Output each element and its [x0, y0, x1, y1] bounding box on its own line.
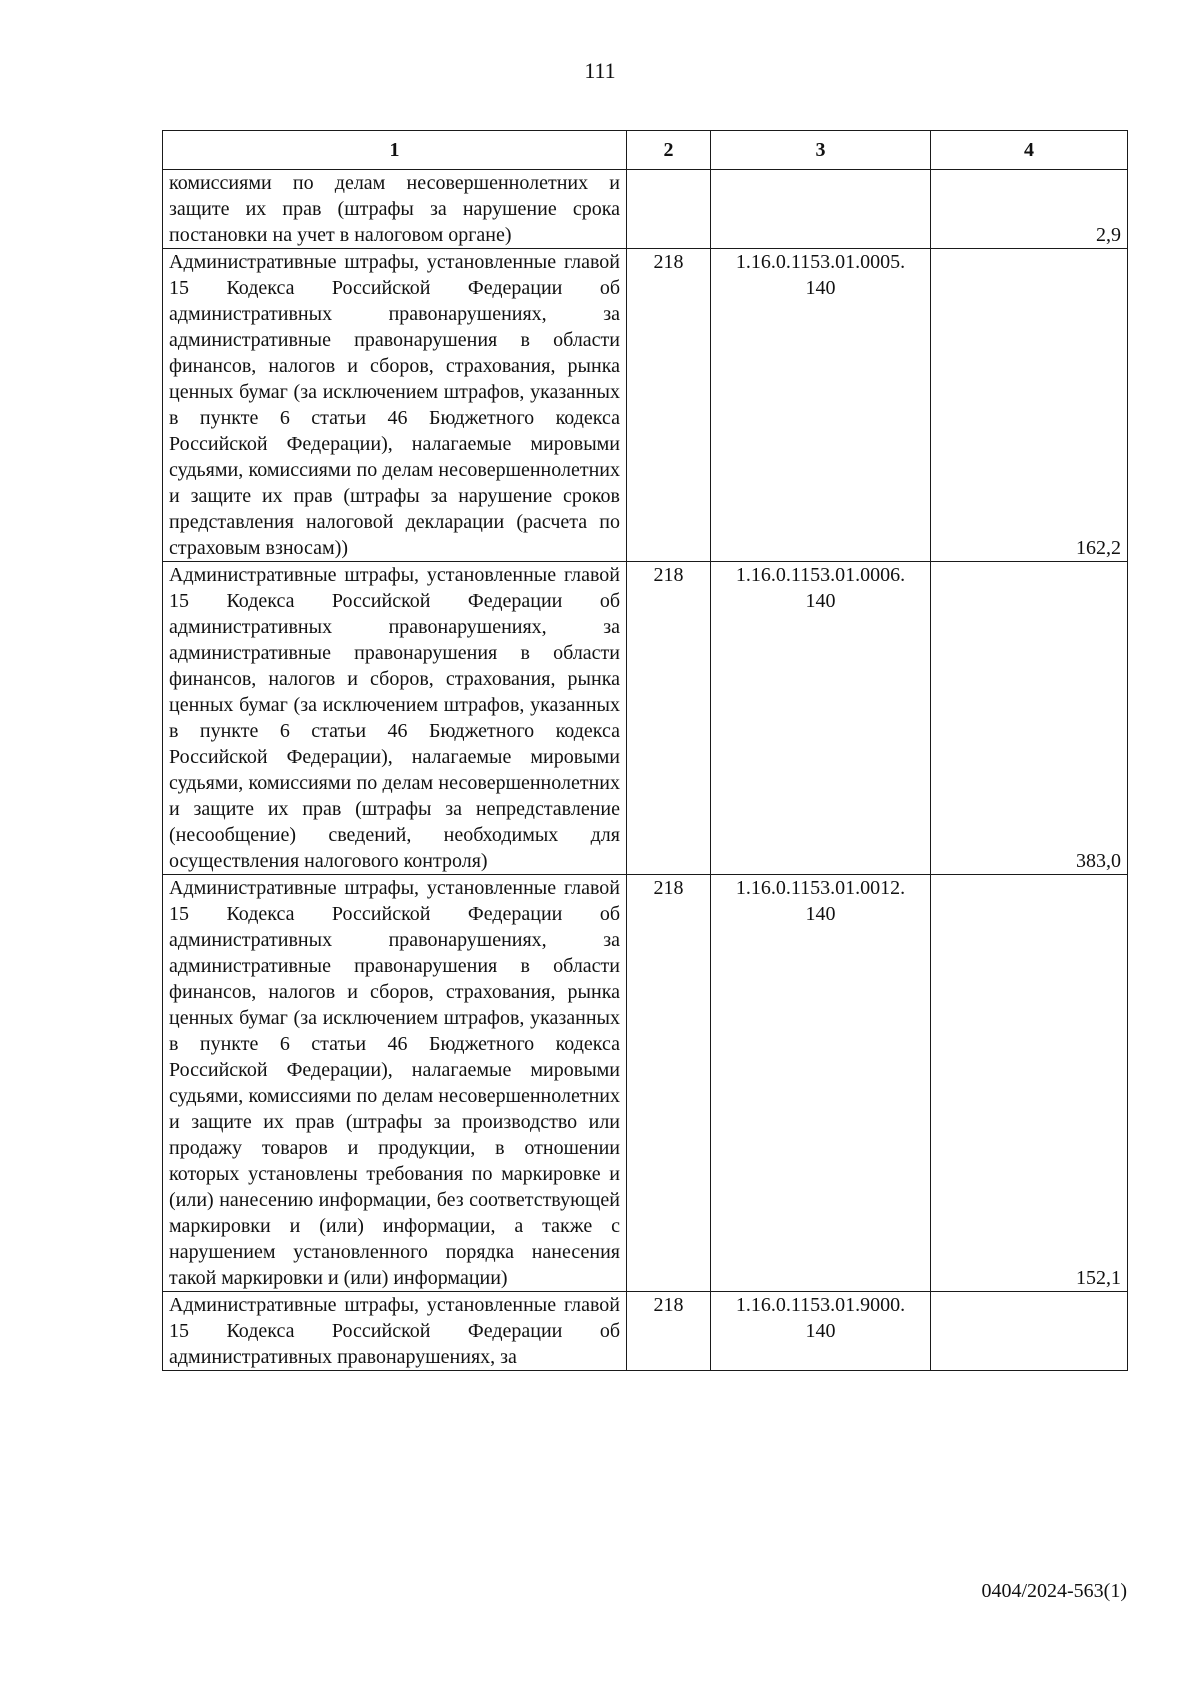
table-row: [163, 562, 1128, 875]
table-row: [163, 875, 1128, 1292]
row-code-line1: 1.16.0.1153.01.0005.: [735, 251, 906, 273]
row-description: Административные штрафы, установленные главой 15 Кодекса Российской Федерации об административных правонарушениях, за: [163, 1292, 627, 1371]
row-sum: 383,0: [931, 562, 1128, 875]
row-sum: 162,2: [931, 249, 1128, 562]
row-grbs: 218: [627, 562, 711, 875]
row-code: [711, 1292, 931, 1371]
column-header: 2: [627, 131, 711, 170]
row-sum: 2,9: [931, 170, 1128, 249]
table-row: [163, 249, 1128, 562]
row-code: [711, 562, 931, 875]
row-sum: [931, 1292, 1128, 1371]
row-description: Административные штрафы, установленные главой 15 Кодекса Российской Федерации об административных правонарушениях, за административные правонарушения в области финансов, налогов и сборов, страхования, рынка ценных бумаг (за исключением штрафов, указанных в пункте 6 статьи 46 Бюджетного кодекса Российской Федерации), налагаемые мировыми судьями, комиссиями по делам несовершеннолетних и защите их прав (штрафы за непредставление (несообщение) сведений, необходимых для осуществления налогового контроля): [163, 562, 627, 875]
row-description: Административные штрафы, установленные главой 15 Кодекса Российской Федерации об административных правонарушениях, за административные правонарушения в области финансов, налогов и сборов, страхования, рынка ценных бумаг (за исключением штрафов, указанных в пункте 6 статьи 46 Бюджетного кодекса Российской Федерации), налагаемые мировыми судьями, комиссиями по делам несовершеннолетних и защите их прав (штрафы за нарушение сроков представления налоговой декларации (расчета по страховым взносам)): [163, 249, 627, 562]
row-grbs: 218: [627, 875, 711, 1292]
row-description: Административные штрафы, установленные главой 15 Кодекса Российской Федерации об административных правонарушениях, за административные правонарушения в области финансов, налогов и сборов, страхования, рынка ценных бумаг (за исключением штрафов, указанных в пункте 6 статьи 46 Бюджетного кодекса Российской Федерации), налагаемые мировыми судьями, комиссиями по делам несовершеннолетних и защите их прав (штрафы за производство или продажу товаров и продукции, в отношении которых установлены требования по маркировке и (или) нанесению информации, без соответствующей маркировки и (или) информации, а также с нарушением установленного порядка нанесения такой маркировки и (или) информации): [163, 875, 627, 1292]
document-registration-code: 0404/2024-563(1): [981, 1580, 1127, 1602]
page-number: 111: [584, 58, 616, 83]
row-code-line1: 1.16.0.1153.01.0012.: [735, 877, 906, 899]
row-code-line2: 140: [805, 903, 836, 925]
row-code-line2: 140: [805, 1320, 836, 1342]
row-sum: 152,1: [931, 875, 1128, 1292]
row-code-line1: 1.16.0.1153.01.0006.: [735, 564, 906, 586]
budget-table: [162, 130, 1128, 1371]
row-grbs: 218: [627, 1292, 711, 1371]
row-code: [711, 249, 931, 562]
table-row: [163, 170, 1128, 249]
table-header-row: [163, 131, 1128, 170]
row-code-line2: 140: [805, 277, 836, 299]
row-code-line1: 1.16.0.1153.01.9000.: [735, 1294, 906, 1316]
row-grbs: [627, 170, 711, 249]
row-code: [711, 170, 931, 249]
row-description: комиссиями по делам несовершеннолетних и защите их прав (штрафы за нарушение срока постановки на учет в налоговом органе): [163, 170, 627, 249]
row-grbs: 218: [627, 249, 711, 562]
column-header: 4: [931, 131, 1128, 170]
column-header: 1: [163, 131, 627, 170]
table-row: [163, 1292, 1128, 1371]
row-code: [711, 875, 931, 1292]
column-header: 3: [711, 131, 931, 170]
row-code-line2: 140: [805, 590, 836, 612]
